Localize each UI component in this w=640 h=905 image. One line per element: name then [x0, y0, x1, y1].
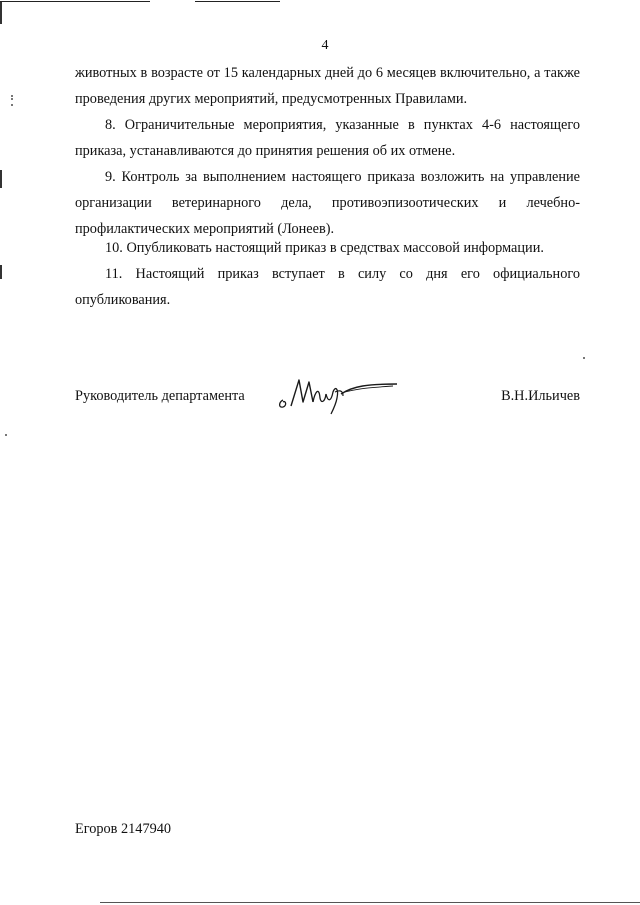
body-text: [75, 60, 580, 112]
scan-dust-dot: [11, 98, 13, 100]
scan-dust-dot: [5, 434, 7, 436]
paragraph-item-11: 11. Настоящий приказ вступает в силу со дня его официального опубликования.: [75, 266, 580, 308]
signatory-position: Руководитель департамента: [75, 388, 245, 404]
scan-edge-mark: [0, 2, 2, 24]
paragraph-item-10: 10. Опубликовать настоящий приказ в средствах массовой информации.: [105, 240, 544, 256]
body-text: [75, 164, 580, 242]
scan-edge-mark: [0, 265, 2, 279]
executor-contact: Егоров 2147940: [75, 821, 172, 837]
scan-edge-line: [100, 902, 640, 903]
body-text: [75, 235, 580, 261]
signature-block: [75, 380, 580, 420]
paragraph-item-8: 8. Ограничительные мероприятия, указанные в пунктах 4-6 настоящего приказа, устанавливаются до принятия решения об их отмене.: [75, 117, 580, 159]
scan-edge-line: [0, 1, 150, 2]
body-text: [75, 112, 580, 164]
scan-dust-dot: [11, 95, 13, 97]
paragraph-continuation: животных в возрасте от 15 календарных дней до 6 месяцев включительно, а также проведения других мероприятий, предусмотренных Правилами.: [75, 65, 580, 107]
body-text: [75, 261, 580, 313]
scan-dust-dot: [583, 357, 585, 359]
scan-edge-line: [195, 1, 280, 2]
handwritten-signature: [273, 372, 403, 416]
page-number: 4: [321, 38, 329, 53]
scan-dust-dot: [11, 104, 13, 106]
signatory-name: В.Н.Ильичев: [501, 388, 580, 404]
paragraph-item-9: 9. Контроль за выполнением настоящего приказа возложить на управление организации ветеринарного дела, противоэпизоотических и лечебно-профилактических мероприятий (Лонеев).: [75, 169, 580, 237]
scan-edge-mark: [0, 170, 2, 188]
